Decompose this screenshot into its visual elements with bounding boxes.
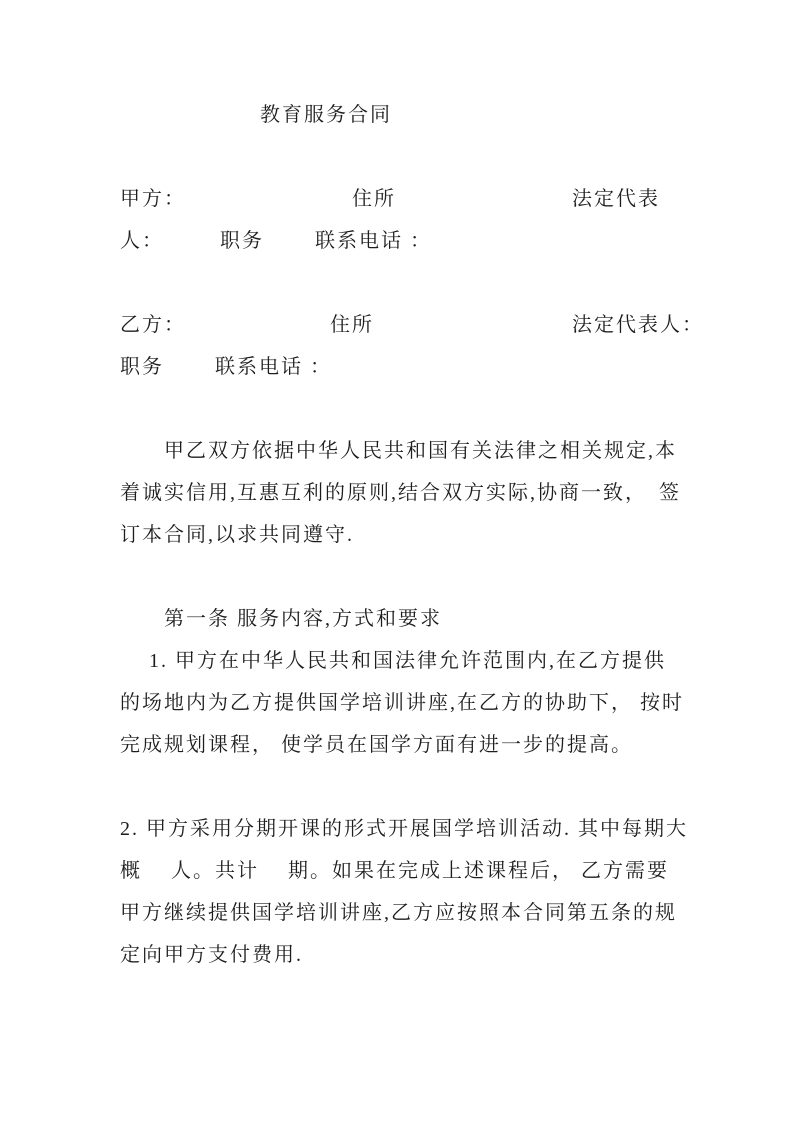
blank-line xyxy=(120,556,714,598)
party-b-info-line-1: 乙方： 住所 法定代表人： xyxy=(120,314,704,336)
clause-2-line-3: 甲方继续提供国学培训讲座,乙方应按照本合同第五条的规 xyxy=(120,902,677,924)
party-a-info-line-2: 人： 职务 联系电话 ： xyxy=(120,230,432,252)
preamble-line-3: 订本合同,以求共同遵守. xyxy=(120,524,354,546)
clause-1-line-2: 的场地内为乙方提供国学培训讲座,在乙方的协助下， 按时 xyxy=(120,692,684,714)
clause-2-line-1: 2. 甲方采用分期开课的形式开展国学培训活动. 其中每期大 xyxy=(120,818,688,840)
party-a-info-line-1: 甲方： 住所 法定代表 xyxy=(120,188,660,210)
clause-2-line-4: 定向甲方支付费用. xyxy=(120,944,303,966)
clause-2-line-2: 概 人。共计 期。如果在完成上述课程后， 乙方需要 xyxy=(120,860,669,882)
blank-line xyxy=(120,766,714,808)
blank-line xyxy=(120,136,714,178)
blank-line xyxy=(120,262,714,304)
article-1-heading: 第一条 服务内容,方式和要求 xyxy=(120,608,442,630)
blank-line xyxy=(120,388,714,430)
preamble-line-1: 甲乙双方依据中华人民共和国有关法律之相关规定,本 xyxy=(120,440,677,462)
clause-1-line-1: 1. 甲方在中华人民共和国法律允许范围内,在乙方提供 xyxy=(120,650,666,672)
preamble-line-2: 着诚实信用,互惠互利的原则,结合双方实际,协商一致， 签 xyxy=(120,482,681,504)
document-title: 教育服务合同 xyxy=(260,104,392,126)
party-b-info-line-2: 职务 联系电话 ： xyxy=(120,356,332,378)
clause-1-line-3: 完成规划课程， 使学员在国学方面有进一步的提高。 xyxy=(120,734,633,756)
